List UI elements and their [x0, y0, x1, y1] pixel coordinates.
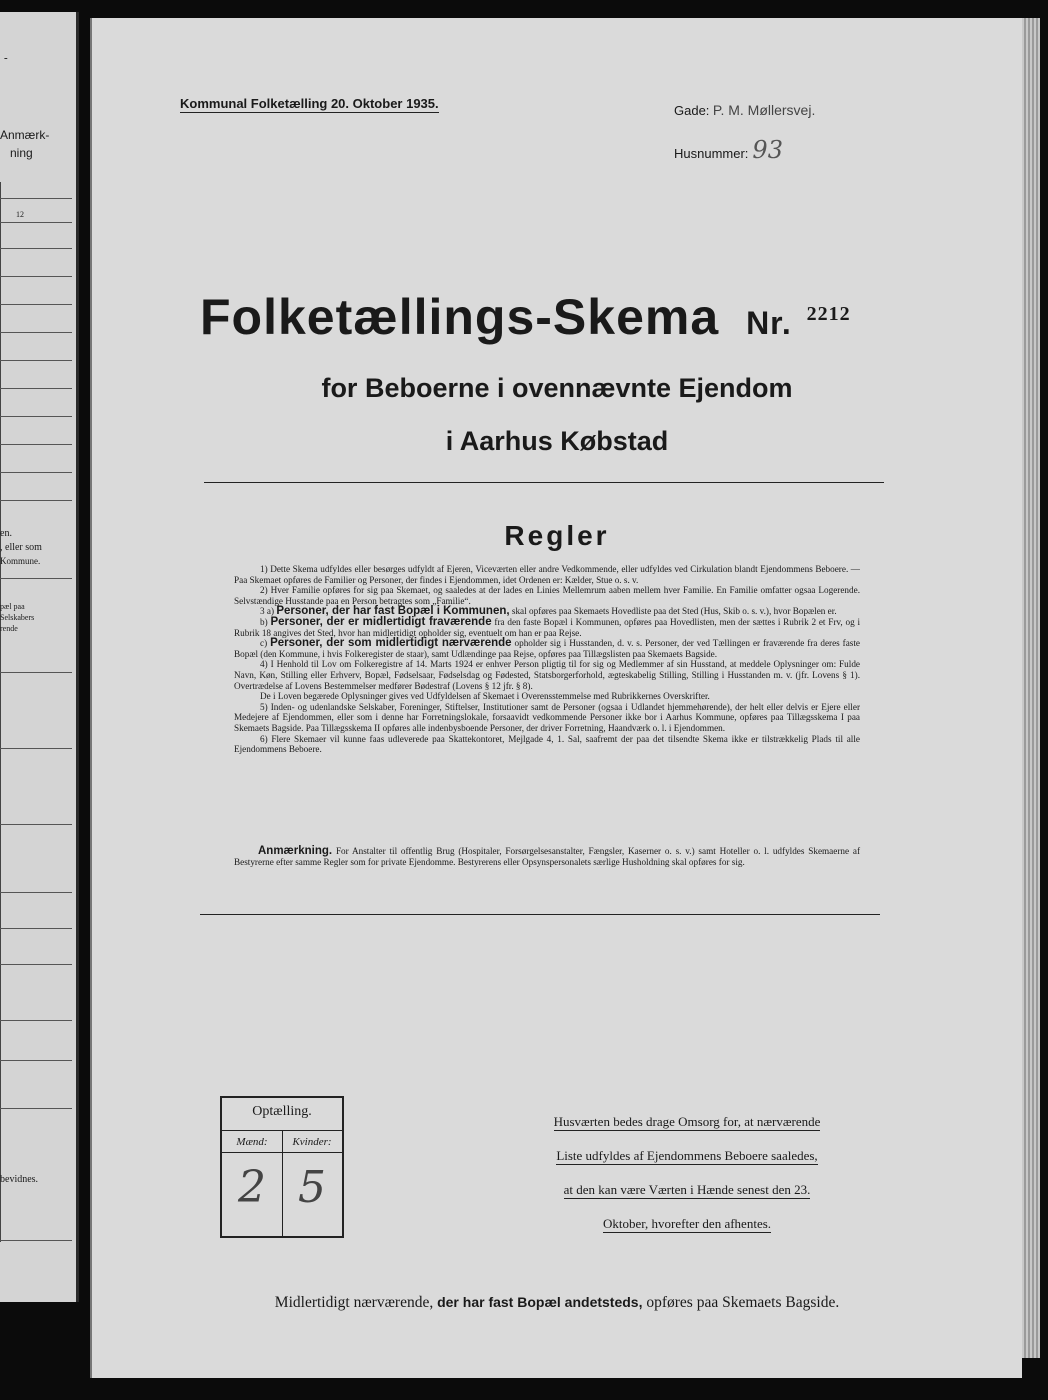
left-rule [0, 360, 72, 361]
left-rule [0, 1108, 72, 1109]
left-rule [0, 472, 72, 473]
landlord-note-line-2: Liste udfyldes af Ejendommens Beboere saaledes, [556, 1148, 818, 1163]
left-rule [0, 1240, 72, 1241]
house-number-field [674, 136, 783, 164]
rule-3b-text: fra den faste Bopæl i Kommunen, opføres paa Hovedlisten, men der sættes i Rubrik 2 et Frv, og i Rubrik 18 angives det Sted, hvor han midlertidigt opholder sig, eventuelt om han er paa Rejse. [234, 616, 861, 638]
count-women-label: Kvinder: [292, 1136, 332, 1148]
census-header: Kommunal Folketælling 20. Oktober 1935. [180, 96, 439, 111]
left-rule [0, 824, 72, 825]
house-number-value: 93 [752, 136, 783, 164]
landlord-note-line-3: at den kan være Værten i Hænde senest den 23. [563, 1182, 811, 1197]
form-nr-label: Nr. [746, 305, 792, 341]
street-value: P. M. Møllersvej. [712, 102, 816, 118]
rules-heading: Regler [504, 520, 610, 551]
street-label: Gade: [674, 103, 710, 118]
form-title-main: Folketællings-Skema [200, 289, 720, 345]
left-rule [0, 198, 72, 199]
left-page-anm2: ning [10, 146, 33, 160]
count-men-label: Mænd: [236, 1136, 268, 1148]
rule-1: 1) Dette Skema udfyldes eller besørges udfyldt af Ejeren, Viceværten eller andre Vedkommende, eller udfyldes ved Cirkulation blandt Ejendommens Beboere. — Paa Skemaet opføres de Familier og Personer, der findes i Ejendommen, idet Ordenen er: Kælder, Stue o. s. v. [234, 564, 860, 585]
left-rule [0, 388, 72, 389]
left-page-colnum: 12 [16, 210, 24, 219]
rule-3b-heading: Personer, der er midlertidigt fraværende [270, 615, 492, 628]
left-page-anm1: Anmærk- [0, 128, 50, 142]
rule-4b: De i Loven begærede Oplysninger gives ved Udfyldelsen af Skemaet i Overensstemmelse med Rubrikkernes Overskrifter. [260, 691, 710, 702]
rule-3b [234, 617, 860, 638]
count-men-value: 2 [238, 1162, 266, 1213]
left-page-strip [0, 12, 79, 1302]
count-box-rule [222, 1152, 342, 1153]
rule-4: 4) I Henhold til Lov om Folkeregistre af 14. Marts 1924 er enhver Person pligtig til for sig og Medlemmer af sin Husstand, at meddele Oplysninger om: Fulde Navn, Køn, Stilling eller Erhverv, Bopæl, Fødselsaar, Fødselsdag og Fødested, Statsborgerforhold, ægteskabelig Stilling, Stilling i Husstanden m. v. (jfr. Lovens § 1). Overtrædelse af Lovens Bestemmelser medfører Bødestraf (Lovens § 12 jfr. § 8). [234, 659, 860, 691]
census-form-page [90, 18, 1022, 1378]
rule-3c-prefix: c) [260, 638, 268, 649]
rule-3a-prefix: 3 a) [260, 606, 275, 617]
street-field [674, 102, 815, 120]
left-rule [0, 444, 72, 445]
left-rule [0, 672, 72, 673]
left-rule [0, 304, 72, 305]
left-page-frag6: rende [0, 624, 18, 633]
rule-2: 2) Hver Familie opføres for sig paa Skemaet, og saaledes at der lades en Linies Mellemrum aaben mellem hver Familie. En Familie omfatter ogsaa Logerende. Selvstændige Husstande paa en Person betragtes som „Familie“. [234, 585, 860, 606]
rule-5: 5) Inden- og udenlandske Selskaber, Foreninger, Stiftelser, Institutioner samt de Personer (ogsaa i Udlandet hjemmehørende), der helt eller delvis er Ejere eller Medejere af Ejendommen, eller som i denne har Forretningslokale, forsaavidt vedkommende Personer ikke bor i Aarhus Kommune, opføres paa Tillægsskema I paa Skemaets Bagside. Paa Tillægsskema II opføres alle indenbysboende Personer, der driver Forretning, Haandværk o. l. i Ejendommen. [234, 701, 860, 733]
divider [200, 914, 880, 915]
remark-text: For Anstalter til offentlig Brug (Hospitaler, Forsørgelsesanstalter, Fængsler, Kaserner o. s. v.) samt Hoteller o. l. udfyldes Skemaerne af Bestyrerne efter samme Regler som for private Ejendomme. Bestyrerens eller Opsynspersonalets særlige Husholdning skal opføres for sig. [234, 846, 861, 867]
rules-text [234, 564, 860, 755]
landlord-note-line-4: Oktober, hvorefter den afhentes. [602, 1216, 772, 1231]
form-subtitle-1: for Beboerne i ovennævnte Ejendom [321, 373, 793, 403]
rule-3c-heading: Personer, der som midlertidigt nærværende [270, 637, 512, 650]
left-rule [0, 964, 72, 965]
left-page-dash: - [4, 52, 8, 64]
left-page-frag1: en. [0, 528, 12, 539]
form-subtitle-2: i Aarhus Købstad [445, 426, 669, 456]
left-rule [0, 248, 72, 249]
rule-3b-prefix: b) [260, 616, 268, 627]
remark-label: Anmærkning. [258, 845, 333, 857]
footer-bold: der har fast Bopæl andetsteds, [437, 1294, 643, 1310]
left-rule [0, 892, 72, 893]
house-number-label: Husnummer: [674, 146, 749, 161]
rule-3c-text: opholder sig i Husstanden, d. v. s. Personer, der ved Tællingen er fraværende fra deres faste Bopæl (den Kommune, i hvis Folkeregister de staar), samt Udlændinge paa Rejse, opføres paa Tillægslisten paa Skemaets Bagside. [234, 638, 861, 659]
left-rule [0, 276, 72, 277]
left-page-frag2: , eller som [0, 542, 42, 553]
left-rule [0, 500, 72, 501]
left-page-frag4: pæl paa [0, 602, 25, 611]
count-box-title: Optælling. [252, 1104, 312, 1119]
rule-3c [234, 638, 860, 659]
divider [204, 482, 884, 483]
left-rule [0, 578, 72, 579]
left-rule [0, 416, 72, 417]
footer-post: opføres paa Skemaets Bagside. [646, 1294, 840, 1311]
rule-3a-heading: Personer, der har fast Bopæl i Kommunen, [276, 605, 510, 618]
left-rule [0, 332, 72, 333]
landlord-note [512, 1114, 862, 1250]
footer-pre: Midlertidigt nærværende, [274, 1294, 434, 1311]
form-number: 2212 [806, 303, 851, 325]
page-stack-edge [1020, 18, 1040, 1358]
left-rule [0, 1020, 72, 1021]
landlord-note-line-1: Husværten bedes drage Omsorg for, at nærværende [553, 1114, 821, 1129]
left-page-frag3: Kommune. [0, 556, 41, 566]
footer-note [92, 1294, 1022, 1312]
left-page-frag5: Selskabers [0, 613, 35, 622]
count-box [220, 1096, 344, 1238]
rule-6: 6) Flere Skemaer vil kunne faas udleverede paa Skattekontoret, Mejlgade 4, 1. Sal, saafremt der paa det tilsendte Skema ikke er tilstrækkelig Plads til alle Ejendommens Beboere. [234, 733, 860, 755]
left-rule [0, 748, 72, 749]
remark [234, 846, 860, 868]
left-page-border [0, 182, 1, 1242]
left-rule [0, 1060, 72, 1061]
count-women-value: 5 [298, 1162, 326, 1213]
rule-3a-text: skal opføres paa Skemaets Hovedliste paa det Sted (Hus, Skib o. s. v.), hvor Bopælen er. [511, 606, 837, 617]
left-page-frag7: bevidnes. [0, 1174, 39, 1185]
left-rule [0, 222, 72, 223]
left-rule [0, 928, 72, 929]
form-title [200, 288, 851, 346]
